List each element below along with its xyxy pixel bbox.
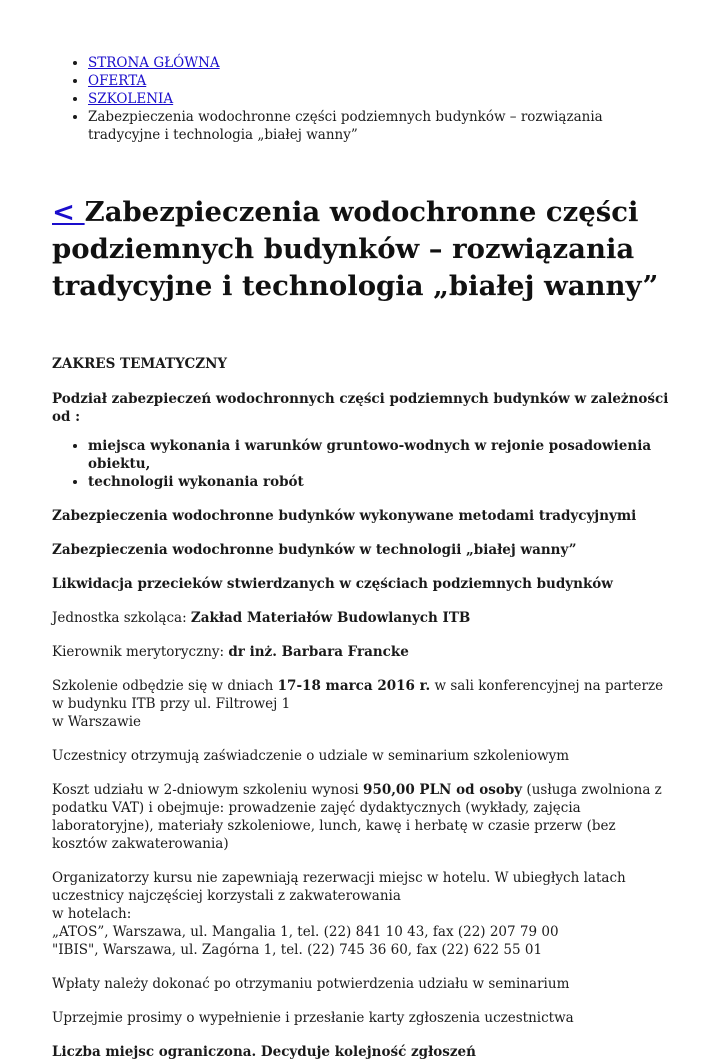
training-date-city: w Warszawie <box>52 714 142 730</box>
breadcrumb-link-offer[interactable]: OFERTA <box>88 73 147 89</box>
breadcrumb-link-home[interactable]: STRONA GŁÓWNA <box>88 55 220 71</box>
form-request-note: Uprzejmie prosimy o wypełnienie i przesłanie karty zgłoszenia uczestnictwa <box>52 1010 574 1026</box>
hotel-paragraph <box>52 869 672 959</box>
topic-heading-4: Likwidacja przecieków stwierdzanych w częściach podziemnych budynków <box>52 576 613 592</box>
hotel-ibis: "IBIS", Warszawa, ul. Zagórna 1, tel. (22) 745 36 60, fax (22) 622 55 01 <box>52 942 543 958</box>
training-date-value: 17-18 marca 2016 r. <box>277 678 431 694</box>
cost-details: (usługa zwolniona z podatku VAT) i obejmuje: prowadzenie zajęć dydaktycznych (wykłady, zajęcia laboratoryjne), materiały szkoleniowe, lunch, kawę i herbatę w czasie przerw (bez kosztów zakwaterowania) <box>52 782 662 852</box>
cost-value: 950,00 PLN od osoby <box>363 782 523 798</box>
training-date-intro: Szkolenie odbędzie się w dniach <box>52 678 278 694</box>
breadcrumb <box>52 54 672 144</box>
list-item: • technologii wykonania robót <box>88 473 672 491</box>
training-date-location: w sali konferencyjnej na parterze w budynku ITB przy ul. Filtrowej 1 <box>52 678 664 712</box>
content-manager-value: dr inż. Barbara Francke <box>228 644 409 660</box>
breadcrumb-current-label: Zabezpieczenia wodochronne części podziemnych budynków – rozwiązania tradycyjne i technologia „białej wanny” <box>88 109 603 143</box>
topic-heading-2: Zabezpieczenia wodochronne budynków wykonywane metodami tradycyjnymi <box>52 508 637 524</box>
page-content <box>52 54 672 1061</box>
back-link[interactable]: < <box>52 196 85 228</box>
certificate-note: Uczestnicy otrzymują zaświadczenie o udziale w seminarium szkoleniowym <box>52 748 570 764</box>
page-title-text: Zabezpieczenia wodochronne części podziemnych budynków – rozwiązania tradycyjne i technologia „białej wanny” <box>52 196 659 302</box>
page-title <box>52 194 672 305</box>
topic-heading-1: Podział zabezpieczeń wodochronnych części podziemnych budynków w zależności od : <box>52 391 669 425</box>
content-manager <box>52 643 672 661</box>
breadcrumb-link-trainings[interactable]: SZKOLENIA <box>88 91 174 107</box>
section-heading: ZAKRES TEMATYCZNY <box>52 356 228 372</box>
cost-paragraph <box>52 781 672 853</box>
hotel-intro: Organizatorzy kursu nie zapewniają rezerwacji miejsc w hotelu. W ubiegłych latach uczestnicy najczęściej korzystali z zakwaterowania <box>52 870 626 904</box>
breadcrumb-item-offer <box>88 72 672 90</box>
training-unit-value: Zakład Materiałów Budowlanych ITB <box>190 610 471 626</box>
payment-note: Wpłaty należy dokonać po otrzymaniu potwierdzenia udziału w seminarium <box>52 976 570 992</box>
training-unit <box>52 609 672 627</box>
breadcrumb-item-trainings <box>88 90 672 108</box>
training-date-paragraph <box>52 677 672 731</box>
breadcrumb-item-current <box>88 108 672 144</box>
topic-heading-3: Zabezpieczenia wodochronne budynków w technologii „białej wanny” <box>52 542 577 558</box>
hotel-intro-continued: w hotelach: <box>52 906 132 922</box>
list-item: • miejsca wykonania i warunków gruntowo-wodnych w rejonie posadowienia obiektu, <box>88 437 672 473</box>
cost-intro: Koszt udziału w 2-dniowym szkoleniu wynosi <box>52 782 364 798</box>
limited-places-note: Liczba miejsc ograniczona. Decyduje kolejność zgłoszeń <box>52 1044 476 1060</box>
topic-1-list <box>52 437 672 491</box>
training-unit-label: Jednostka szkoląca: <box>52 610 191 626</box>
breadcrumb-item-home <box>88 54 672 72</box>
hotel-atos: „ATOS”, Warszawa, ul. Mangalia 1, tel. (22) 841 10 43, fax (22) 207 79 00 <box>52 924 559 940</box>
content-manager-label: Kierownik merytoryczny: <box>52 644 229 660</box>
